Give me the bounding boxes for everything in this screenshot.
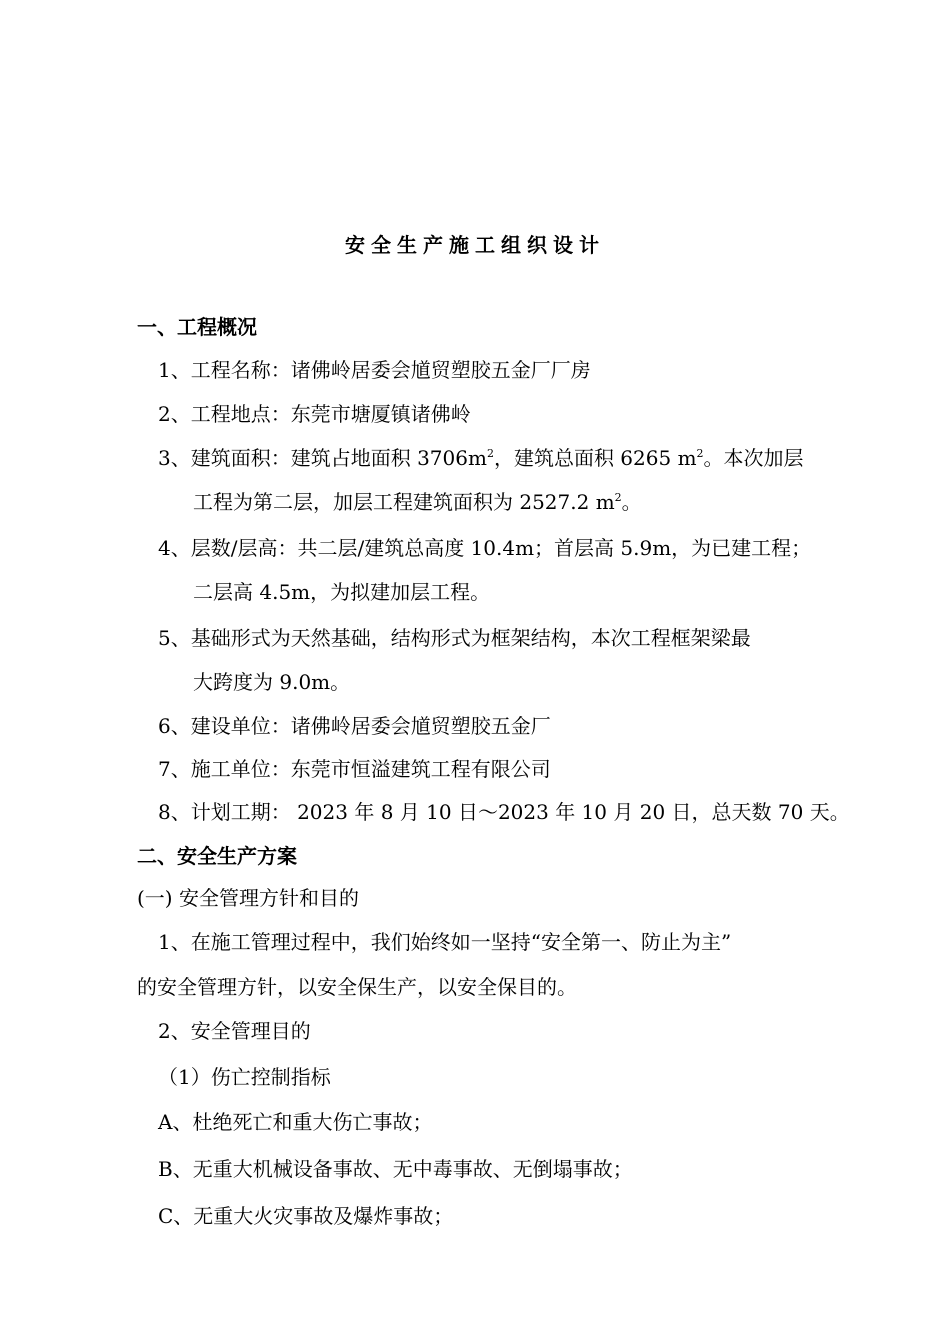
item-project-location: 2、工程地点：东莞市塘厦镇诸佛岭 [158,402,471,426]
item-project-name: 1、工程名称：诸佛岭居委会馗贸塑胶五金厂厂房 [158,358,591,382]
document-title: 安全生产施工组织设计 [345,233,605,257]
casualty-control-heading: （1）伤亡控制指标 [158,1065,331,1089]
item-foundation: 5、基础形式为天然基础，结构形式为框架结构，本次工程框架梁最 [158,626,751,650]
section-heading-overview: 一、工程概况 [137,315,257,339]
item-contractor: 7、施工单位：东莞市恒溢建筑工程有限公司 [158,757,551,781]
policy-paragraph: 1、在施工管理过程中，我们始终如一坚持“安全第一、防止为主” [158,930,732,954]
goal-item-c: C、无重大火灾事故及爆炸事故； [158,1204,454,1228]
item-owner: 6、建设单位：诸佛岭居委会馗贸塑胶五金厂 [158,714,551,738]
section-heading-safety: 二、安全生产方案 [137,844,297,868]
item-building-area-cont: 工程为第二层，加层工程建筑面积为 2527.2 $m^2$。 [193,490,642,514]
item-schedule: 8、计划工期： 2023 年 8 月 10 日～2023 年 10 月 20 日，总天数 70 天。 [158,800,850,824]
policy-paragraph-cont: 的安全管理方针，以安全保生产，以安全保目的。 [137,975,577,999]
item-foundation-cont: 大跨度为 9.0m。 [193,670,351,694]
item-building-area: 3、建筑面积：建筑占地面积 $3706m^2$，建筑总面积 6265 $m^2$。本次加层 [158,446,804,470]
item-floors-cont: 二层高 4.5m，为拟建加层工程。 [193,580,491,604]
goal-item-a: A、杜绝死亡和重大伤亡事故； [158,1110,433,1134]
subsection-policy: (一) 安全管理方针和目的 [137,886,359,910]
safety-goal-heading: 2、安全管理目的 [158,1019,311,1043]
goal-item-b: B、无重大机械设备事故、无中毒事故、无倒塌事故； [158,1157,633,1181]
item-floors: 4、层数/层高：共二层/建筑总高度 10.4m；首层高 5.9m，为已建工程； [158,536,812,560]
